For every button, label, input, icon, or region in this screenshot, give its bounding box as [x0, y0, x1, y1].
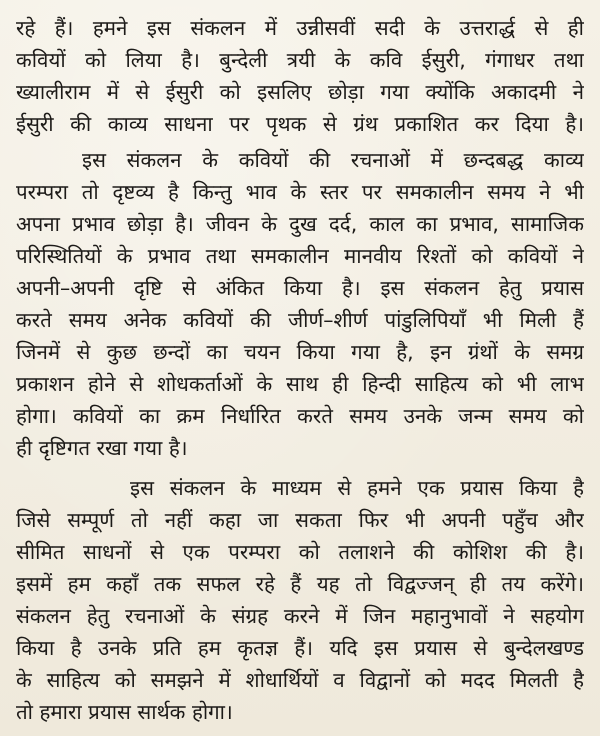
paragraph-start-line: इस संकलन के माध्यम से हमने एक प्रयास किया है [130, 476, 584, 500]
text-line: करते समय अनेक कवियों की जीर्ण–शीर्ण पांडुलिपियाँ भी मिली हैं [16, 308, 584, 332]
text-line: होगा। कवियों का क्रम निर्धारित करते समय उनके जन्म समय को [16, 404, 584, 428]
text-line: किया है उनके प्रति हम कृतज्ञ हैं। यदि इस प्रयास से बुन्देलखण्ड [16, 636, 584, 660]
text-line: अपनी–अपनी दृष्टि से अंकित किया है। इस संकलन हेतु प्रयास [16, 276, 584, 300]
paragraph-start-line: इस संकलन के कवियों की रचनाओं में छन्दबद्ध काव्य [82, 148, 584, 172]
text-line: जिनमें से कुछ छन्दों का चयन किया गया है, इन ग्रंथों के समग्र [16, 340, 584, 364]
text-line: सीमित साधनों से एक परम्परा को तलाशने की कोशिश की है। [16, 540, 584, 564]
paragraph-end-line: ही दृष्टिगत रखा गया है। [16, 436, 188, 460]
text-line: ईसुरी की काव्य साधना पर पृथक से ग्रंथ प्रकाशित कर दिया है। [16, 112, 584, 136]
paragraph-end-line: तो हमारा प्रयास सार्थक होगा। [16, 700, 233, 724]
text-line: के साहित्य को समझने में शोधार्थियों व विद्वानों को मदद मिलती है [16, 668, 584, 692]
text-line: प्रकाशन होने से शोधकर्ताओं के साथ ही हिन्दी साहित्य को भी लाभ [16, 372, 584, 396]
text-line: कवियों को लिया है। बुन्देली त्रयी के कवि ईसुरी, गंगाधर तथा [16, 48, 584, 72]
text-line: रहे हैं। हमने इस संकलन में उन्नीसवीं सदी के उत्तरार्द्ध से ही [16, 16, 584, 40]
text-line: जिसे सम्पूर्ण तो नहीं कहा जा सकता फिर भी अपनी पहुँच और [16, 508, 584, 532]
text-line: अपना प्रभाव छोड़ा है। जीवन के दुख दर्द, काल का प्रभाव, सामाजिक [16, 212, 584, 236]
text-line: ख्यालीराम में से ईसुरी को इसलिए छोड़ा गया क्योंकि अकादमी ने [16, 80, 584, 104]
text-line: संकलन हेतु रचनाओं के संग्रह करने में जिन महानुभावों ने सहयोग [16, 604, 584, 628]
text-line: इसमें हम कहाँ तक सफल रहे हैं यह तो विद्वज्जन् ही तय करेंगे। [16, 572, 584, 596]
text-line: परिस्थितियों के प्रभाव तथा समकालीन मानवीय रिश्तों को कवियों ने [16, 244, 584, 268]
text-line: परम्परा तो दृष्टव्य है किन्तु भाव के स्तर पर समकालीन समय ने भी [16, 180, 584, 204]
